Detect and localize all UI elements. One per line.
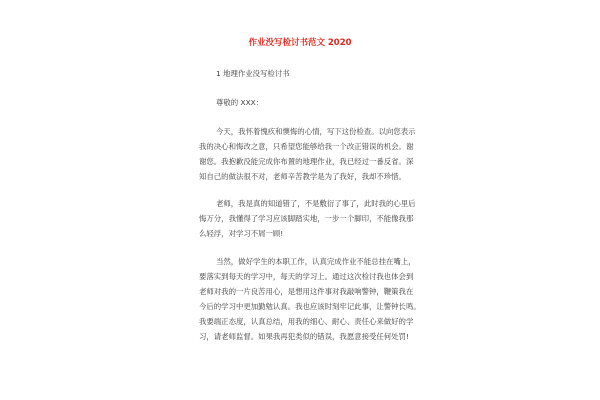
paragraph-1-line-2: 我的决心和悔改之意，只希望您能够给我一个改正错误的机会。谢 [199,142,414,151]
paragraph-1-line-3: 谢您。我抱歉没能完成你布置的地理作业，我已经过一番反省。深 [199,157,414,166]
paragraph-3-line-3: 老师对我的一片良苦用心，是想用这件事对我敲响警钟，鞭策我在 [199,287,414,296]
document-subtitle: 1 地理作业没写检讨书 [216,69,290,78]
paragraph-2-line-1: 老师，我是真的知道错了，不是敷衍了事了，此时我的心里后 [216,199,416,208]
paragraph-1-line-1: 今天，我怀着愧疚和懊悔的心情，写下这份检查。以向您表示 [216,127,416,136]
paragraph-3-line-5: 我要端正态度，认真总结，用我的细心、耐心、责任心来做好的学 [199,317,414,326]
paragraph-2-line-3: 么轻浮，对学习不屑一顾! [199,229,284,238]
paragraph-3-line-4: 今后的学习中更加勤勉认真。我也应该时刻牢记此事，让警钟长鸣。 [199,302,421,311]
paragraph-2-line-2: 悔万分，我懂得了学习应该脚踏实地，一步一个脚印，不能像我那 [199,214,414,223]
paragraph-3-line-1: 当然，做好学生的本职工作，认真完成作业不能总挂在嘴上， [216,257,416,266]
paragraph-3-line-6: 习，请老师监督。如果我再犯类似的错误，我愿意接受任何处罚! [199,332,409,341]
paragraph-1-line-4: 知自己的做法很不对，老师辛苦教学是为了我好，我却不珍惜。 [199,172,406,181]
paragraph-3-line-2: 要落实到每天的学习中，每天的学习上。通过这次检讨我也体会到 [199,272,414,281]
salutation: 尊敬的 XXX： [216,98,264,107]
document-title: 作业没写检讨书范文 2020 [248,38,352,48]
